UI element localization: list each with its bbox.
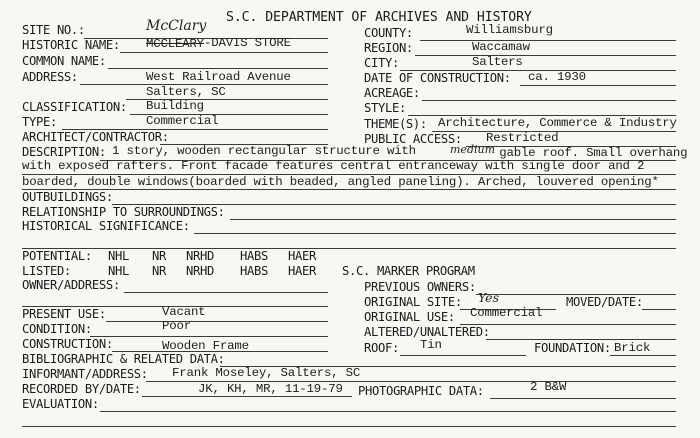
line-region (415, 55, 676, 56)
label-altered: ALTERED/UNALTERED: (364, 325, 490, 339)
line-evaluation-2 (22, 426, 676, 427)
label-type: TYPE: (22, 115, 57, 129)
label-owner: OWNER/ADDRESS: (22, 278, 120, 292)
label-classification: CLASSIFICATION: (22, 100, 127, 114)
listed-haer: HAER (288, 264, 316, 278)
value-date-construction: ca. 1930 (528, 70, 586, 84)
value-address-line1: West Railroad Avenue (146, 70, 291, 84)
line-condition (90, 336, 328, 337)
line-common-name (108, 68, 328, 69)
label-description: DESCRIPTION: (22, 145, 106, 159)
line-recorded (142, 396, 352, 397)
label-city: CITY: (364, 56, 399, 70)
label-photographic: PHOTOGRAPHIC DATA: (358, 384, 484, 398)
value-county: Williamsburg (466, 23, 553, 37)
line-original-use (460, 324, 676, 325)
value-construction: Wooden Frame (162, 339, 249, 353)
line-acreage (422, 100, 676, 101)
value-photographic: 2 B&W (530, 380, 567, 394)
line-roof (400, 355, 526, 356)
value-public-access: Restricted (486, 131, 559, 145)
line-evaluation-1 (100, 411, 676, 412)
value-historic-name-struck: MCCLEARY (146, 37, 204, 51)
listed-nhl: NHL (108, 264, 129, 278)
label-historic-name: HISTORIC NAME: (22, 38, 120, 52)
label-site-no: SITE NO.: (22, 23, 85, 37)
label-listed: LISTED: (22, 264, 71, 278)
potential-haer: HAER (288, 249, 316, 263)
line-significance-1 (194, 233, 676, 234)
label-foundation: FOUNDATION: (534, 341, 611, 355)
label-recorded: RECORDED BY/DATE: (22, 382, 141, 396)
handwritten-original-site: Yes (478, 290, 499, 305)
handwritten-description-insert: medium (450, 143, 496, 156)
label-original-site: ORIGINAL SITE: (364, 295, 462, 309)
potential-nr: NR (152, 249, 166, 263)
line-present-use (106, 321, 328, 322)
label-relationship: RELATIONSHIP TO SURROUNDINGS: (22, 205, 225, 219)
handwritten-name-correction: McClary (146, 18, 207, 34)
label-construction: CONSTRUCTION: (22, 337, 113, 351)
label-style: STYLE: (364, 101, 406, 115)
label-informant: INFORMANT/ADDRESS: (22, 367, 148, 381)
label-significance: HISTORICAL SIGNIFICANCE: (22, 219, 190, 233)
label-present-use: PRESENT USE: (22, 307, 106, 321)
line-county (420, 40, 676, 41)
line-description-3 (22, 189, 676, 190)
line-date-construction (520, 85, 676, 86)
listed-habs: HABS (240, 264, 268, 278)
value-historic-name-suffix: -DAVIS STORE (204, 36, 291, 50)
potential-nrhd: NRHD (186, 249, 214, 263)
value-condition: Poor (162, 319, 191, 333)
potential-habs: HABS (240, 249, 268, 263)
line-foundation (610, 355, 676, 356)
value-region: Waccamaw (472, 40, 530, 54)
value-original-use: Commercial (470, 306, 543, 320)
label-moved-date: MOVED/DATE: (566, 295, 643, 309)
line-historic-name (120, 52, 328, 53)
label-common-name: COMMON NAME: (22, 54, 106, 68)
label-region: REGION: (364, 41, 413, 55)
listed-nr: NR (152, 264, 166, 278)
value-description-3: boarded, double windows(boarded with beaded, angled paneling). Arched, louvered opening* (22, 175, 659, 189)
label-potential: POTENTIAL: (22, 249, 92, 263)
line-moved-date (642, 309, 676, 310)
line-altered (486, 339, 676, 340)
value-type: Commercial (146, 114, 219, 128)
label-address: ADDRESS: (22, 70, 78, 84)
label-original-use: ORIGINAL USE: (364, 310, 455, 324)
value-description-2: with exposed rafters. Front facade features central entranceway with single door and 2 (22, 159, 645, 173)
value-themes: Architecture, Commerce & Industry (438, 116, 677, 130)
label-county: COUNTY: (364, 26, 413, 40)
label-architect: ARCHITECT/CONTRACTOR: (22, 130, 169, 144)
line-relationship (230, 219, 676, 220)
value-address-line2: Salters, SC (146, 85, 226, 99)
value-foundation: Brick (614, 341, 651, 355)
label-public-access: PUBLIC ACCESS: (364, 132, 462, 146)
line-owner-1 (124, 292, 328, 293)
label-marker-program: S.C. MARKER PROGRAM (342, 264, 475, 278)
page-title: S.C. DEPARTMENT OF ARCHIVES AND HISTORY (226, 10, 532, 25)
label-evaluation: EVALUATION: (22, 397, 99, 411)
value-classification: Building (146, 99, 204, 113)
value-city: Salters (472, 55, 523, 69)
value-description-1c: gable roof. Small overhang (492, 146, 688, 160)
label-outbuildings: OUTBUILDINGS: (22, 190, 113, 204)
label-previous-owners: PREVIOUS OWNERS: (364, 280, 476, 294)
label-condition: CONDITION: (22, 322, 92, 336)
potential-nhl: NHL (108, 249, 129, 263)
value-recorded: JK, KH, MR, 11-19-79 (198, 382, 343, 396)
label-date-construction: DATE OF CONSTRUCTION: (364, 71, 511, 85)
label-acreage: ACREAGE: (364, 86, 420, 100)
line-photographic (490, 398, 676, 399)
listed-nrhd: NRHD (186, 264, 214, 278)
value-description-1a: 1 story, wooden rectangular structure with (112, 144, 416, 158)
value-informant: Frank Moseley, Salters, SC (172, 366, 361, 380)
value-present-use: Vacant (162, 305, 206, 319)
label-bibliographic: BIBLIOGRAPHIC & RELATED DATA: (22, 352, 225, 366)
value-roof: Tin (420, 338, 442, 352)
label-themes: THEME(S): (364, 117, 427, 131)
label-roof: ROOF: (364, 341, 399, 355)
